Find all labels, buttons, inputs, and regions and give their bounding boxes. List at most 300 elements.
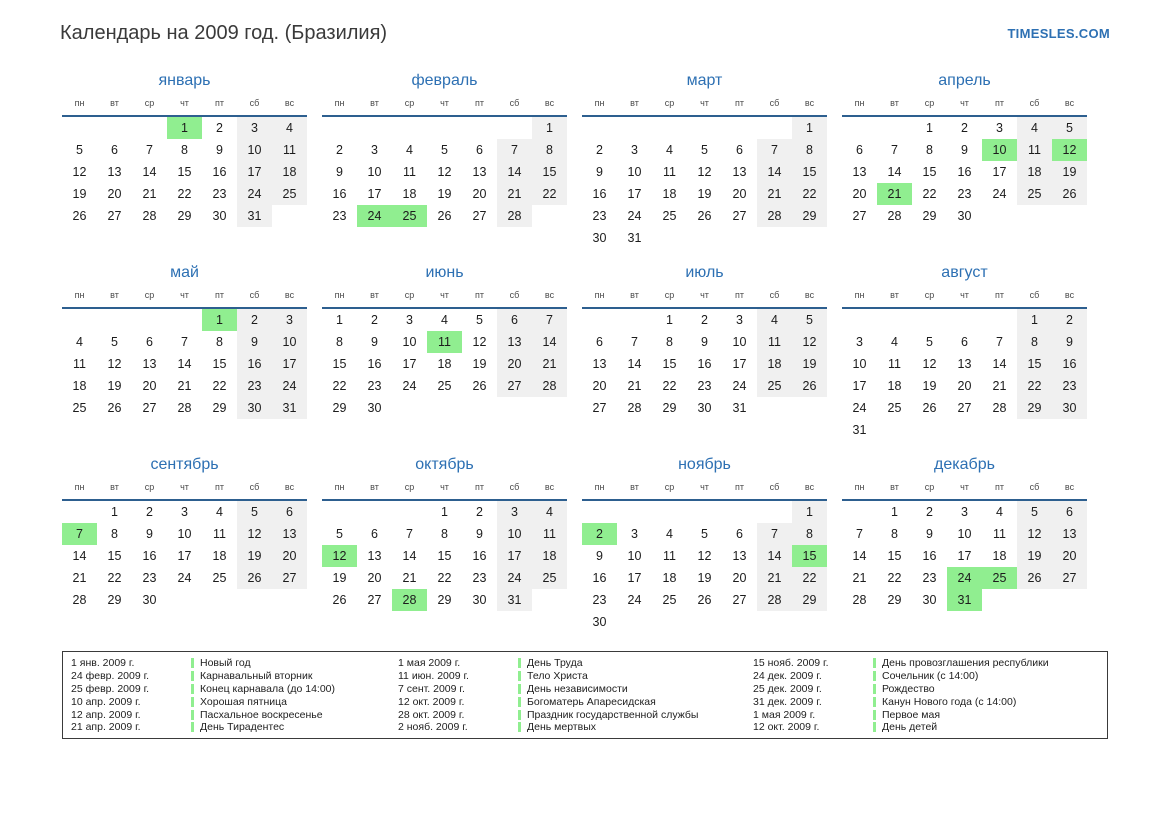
holiday-date: 15 нояб. 2009 г. <box>753 657 829 670</box>
day-cell: 14 <box>142 165 157 179</box>
day-cell: 28 <box>757 589 792 611</box>
holiday-name: Канун Нового года (с 14:00) <box>873 696 1016 708</box>
day-cell: 18 <box>437 357 452 371</box>
day-cell: 4 <box>1017 116 1052 139</box>
weekday-header: вт <box>630 482 639 492</box>
day-cell: 31 <box>272 397 307 419</box>
weekday-header: вс <box>804 482 815 492</box>
empty-cell <box>582 500 617 523</box>
page-title: Календарь на 2009 год. (Бразилия) <box>60 22 388 44</box>
holiday-marker-icon <box>191 684 194 694</box>
weekday-header: вс <box>1064 290 1075 300</box>
holiday-date: 7 сент. 2009 г. <box>398 682 465 695</box>
empty-cell <box>272 589 307 611</box>
holiday-date: 24 дек. 2009 г. <box>753 670 822 683</box>
day-cell: 13 <box>107 165 122 179</box>
day-cell: 14 <box>852 549 867 563</box>
day-cell: 17 <box>627 187 642 201</box>
day-cell: 7 <box>146 143 153 157</box>
month-10 <box>322 456 569 633</box>
empty-cell <box>462 397 497 419</box>
day-cell: 14 <box>402 549 417 563</box>
empty-cell <box>322 116 357 139</box>
day-cell: 6 <box>596 335 603 349</box>
day-cell: 18 <box>212 549 227 563</box>
month-6 <box>322 264 569 441</box>
holiday-name: Праздник государственной службы <box>518 709 698 721</box>
day-cell: 11 <box>272 139 307 161</box>
weekday-header: пт <box>995 290 1004 300</box>
day-cell: 30 <box>592 615 607 629</box>
weekday-header: пт <box>475 290 484 300</box>
day-cell: 28 <box>177 401 192 415</box>
day-cell: 22 <box>532 183 567 205</box>
day-cell: 31 <box>237 205 272 227</box>
day-cell: 18 <box>992 549 1007 563</box>
day-cell: 3 <box>961 505 968 519</box>
day-cell: 20 <box>732 187 747 201</box>
empty-cell <box>272 205 307 227</box>
holiday-marker-icon <box>873 658 876 668</box>
day-cell: 26 <box>437 209 452 223</box>
day-cell: 20 <box>497 353 532 375</box>
day-cell: 24 <box>237 183 272 205</box>
day-cell: 7 <box>631 335 638 349</box>
day-cell: 25 <box>662 209 677 223</box>
day-cell: 4 <box>441 313 448 327</box>
day-cell: 7 <box>406 527 413 541</box>
day-cell: 7 <box>497 139 532 161</box>
weekday-header: пт <box>995 98 1004 108</box>
day-cell: 8 <box>216 335 223 349</box>
day-cell: 2 <box>146 505 153 519</box>
month-12 <box>842 456 1089 633</box>
weekday-header: сб <box>249 98 260 108</box>
day-cell: 17 <box>957 549 972 563</box>
day-cell: 29 <box>887 593 902 607</box>
holiday-marker-icon <box>873 710 876 720</box>
day-cell: 11 <box>403 165 416 179</box>
day-cell: 26 <box>697 209 712 223</box>
empty-cell <box>532 589 567 611</box>
day-cell: 30 <box>592 231 607 245</box>
weekday-header: пт <box>475 98 484 108</box>
day-cell: 28 <box>887 209 902 223</box>
day-cell: 24 <box>627 593 642 607</box>
weekday-header: вт <box>370 290 379 300</box>
empty-cell <box>62 308 97 331</box>
day-cell: 16 <box>142 549 157 563</box>
day-cell: 3 <box>406 313 413 327</box>
weekday-header: пн <box>334 98 345 108</box>
day-cell: 25 <box>272 183 307 205</box>
holiday-name: Пасхальное воскресенье <box>191 709 323 721</box>
weekday-header: ср <box>664 290 675 300</box>
weekday-header: чт <box>960 290 969 300</box>
day-cell: 22 <box>107 571 122 585</box>
legend-item <box>71 721 398 734</box>
day-cell: 26 <box>107 401 122 415</box>
day-cell: 7 <box>532 308 567 331</box>
day-cell: 13 <box>957 357 972 371</box>
empty-cell <box>652 611 687 633</box>
day-cell: 25 <box>72 401 87 415</box>
day-cell: 28 <box>852 593 867 607</box>
empty-cell <box>532 205 567 227</box>
day-cell: 10 <box>402 335 417 349</box>
day-cell: 13 <box>472 165 487 179</box>
weekday-header: вс <box>804 98 815 108</box>
day-cell: 2 <box>582 523 617 545</box>
empty-cell <box>1052 589 1087 611</box>
day-cell: 12 <box>922 357 937 371</box>
month-grid <box>62 286 307 419</box>
holiday-name: День мертвых <box>518 721 596 733</box>
weekday-header: ср <box>144 98 155 108</box>
empty-cell <box>392 397 427 419</box>
day-cell: 21 <box>72 571 87 585</box>
day-cell: 20 <box>732 571 747 585</box>
empty-cell <box>842 116 877 139</box>
empty-cell <box>982 419 1017 441</box>
day-cell: 27 <box>272 567 307 589</box>
weekday-header: пт <box>735 290 744 300</box>
day-cell: 12 <box>792 331 827 353</box>
brand-link[interactable]: TIMESLES.COM <box>1007 26 1110 41</box>
day-cell: 9 <box>216 143 223 157</box>
day-cell: 15 <box>437 549 452 563</box>
weekday-header: пн <box>334 290 345 300</box>
day-cell: 12 <box>472 335 487 349</box>
day-cell: 30 <box>957 209 972 223</box>
weekday-header: ср <box>664 482 675 492</box>
weekday-header: чт <box>440 290 449 300</box>
day-cell: 26 <box>1017 567 1052 589</box>
day-cell: 17 <box>367 187 382 201</box>
day-cell: 8 <box>891 527 898 541</box>
empty-cell <box>687 116 722 139</box>
day-cell: 26 <box>697 593 712 607</box>
holiday-marker-icon <box>873 671 876 681</box>
day-cell: 3 <box>736 313 743 327</box>
day-cell: 19 <box>1052 161 1087 183</box>
day-cell: 9 <box>926 527 933 541</box>
weekday-header: чт <box>700 98 709 108</box>
day-cell: 27 <box>472 209 487 223</box>
weekday-header: вс <box>544 290 555 300</box>
legend-column <box>398 657 753 734</box>
day-cell: 16 <box>697 357 712 371</box>
day-cell: 24 <box>177 571 192 585</box>
empty-cell <box>132 308 167 331</box>
month-title: сентябрь <box>150 456 219 473</box>
empty-cell <box>652 227 687 249</box>
day-cell: 9 <box>336 165 343 179</box>
day-cell: 24 <box>732 379 747 393</box>
day-cell: 23 <box>922 571 937 585</box>
month-grid <box>582 286 827 419</box>
weekday-header: вт <box>630 290 639 300</box>
day-cell: 16 <box>212 165 227 179</box>
day-cell: 1 <box>532 116 567 139</box>
day-cell: 14 <box>497 161 532 183</box>
weekday-header: вс <box>284 290 295 300</box>
day-cell: 10 <box>272 331 307 353</box>
empty-cell <box>582 116 617 139</box>
day-cell: 16 <box>957 165 972 179</box>
month-7 <box>582 264 829 441</box>
day-cell: 12 <box>237 523 272 545</box>
holiday-date: 25 февр. 2009 г. <box>71 682 150 695</box>
day-cell: 30 <box>697 401 712 415</box>
weekday-header: вс <box>804 290 815 300</box>
day-cell: 27 <box>107 209 122 223</box>
weekday-header: вс <box>284 482 295 492</box>
day-cell: 4 <box>76 335 83 349</box>
holiday-date: 31 дек. 2009 г. <box>753 695 822 708</box>
holiday-name: Карнавальный вторник <box>191 670 312 682</box>
day-cell: 7 <box>856 527 863 541</box>
day-cell: 10 <box>732 335 747 349</box>
day-cell: 8 <box>792 139 827 161</box>
day-cell: 25 <box>757 375 792 397</box>
weekday-header: вт <box>890 290 899 300</box>
day-cell: 29 <box>662 401 677 415</box>
day-cell: 21 <box>992 379 1007 393</box>
day-cell: 4 <box>757 308 792 331</box>
day-cell: 30 <box>142 593 157 607</box>
weekday-header: сб <box>769 98 780 108</box>
day-cell: 15 <box>332 357 347 371</box>
empty-cell <box>392 116 427 139</box>
empty-cell <box>62 116 97 139</box>
holiday-name: День провозглашения республики <box>873 657 1049 669</box>
day-cell: 27 <box>142 401 157 415</box>
day-cell: 31 <box>947 589 982 611</box>
legend-item <box>753 683 1103 696</box>
month-title: ноябрь <box>678 456 731 473</box>
day-cell: 6 <box>736 143 743 157</box>
day-cell: 6 <box>371 527 378 541</box>
day-cell: 9 <box>596 165 603 179</box>
day-cell: 2 <box>701 313 708 327</box>
day-cell: 20 <box>957 379 972 393</box>
day-cell: 13 <box>732 549 747 563</box>
holiday-date: 12 окт. 2009 г. <box>398 695 465 708</box>
month-grid <box>842 478 1087 611</box>
day-cell: 14 <box>757 161 792 183</box>
weekday-header: пн <box>854 290 865 300</box>
month-title: апрель <box>938 72 991 89</box>
holiday-date: 10 апр. 2009 г. <box>71 695 141 708</box>
day-cell: 24 <box>627 209 642 223</box>
day-cell: 13 <box>142 357 157 371</box>
day-cell: 8 <box>926 143 933 157</box>
day-cell: 30 <box>472 593 487 607</box>
weekday-header: чт <box>440 482 449 492</box>
weekday-header: ср <box>404 482 415 492</box>
holiday-marker-icon <box>518 697 521 707</box>
empty-cell <box>202 589 237 611</box>
weekday-header: вт <box>110 482 119 492</box>
day-cell: 6 <box>856 143 863 157</box>
day-cell: 1 <box>666 313 673 327</box>
day-cell: 3 <box>856 335 863 349</box>
day-cell: 23 <box>212 187 227 201</box>
day-cell: 30 <box>367 401 382 415</box>
day-cell: 24 <box>402 379 417 393</box>
day-cell: 27 <box>592 401 607 415</box>
weekday-header: вс <box>284 98 295 108</box>
day-cell: 3 <box>631 143 638 157</box>
day-cell: 8 <box>532 139 567 161</box>
day-cell: 16 <box>472 549 487 563</box>
day-cell: 11 <box>532 523 567 545</box>
day-cell: 11 <box>73 357 86 371</box>
holiday-date: 24 февр. 2009 г. <box>71 670 150 683</box>
empty-cell <box>792 611 827 633</box>
day-cell: 29 <box>437 593 452 607</box>
day-cell: 16 <box>592 187 607 201</box>
empty-cell <box>617 116 652 139</box>
day-cell: 12 <box>1052 139 1087 161</box>
day-cell: 21 <box>877 183 912 205</box>
weekday-header: ср <box>664 98 675 108</box>
month-1 <box>62 72 309 249</box>
day-cell: 28 <box>627 401 642 415</box>
day-cell: 22 <box>792 567 827 589</box>
day-cell: 13 <box>852 165 867 179</box>
day-cell: 1 <box>111 505 118 519</box>
day-cell: 29 <box>177 209 192 223</box>
empty-cell <box>427 397 462 419</box>
day-cell: 9 <box>371 335 378 349</box>
weekday-header: сб <box>1029 482 1040 492</box>
day-cell: 10 <box>627 549 642 563</box>
holiday-date: 2 нояб. 2009 г. <box>398 721 468 734</box>
empty-cell <box>357 500 392 523</box>
day-cell: 26 <box>72 209 87 223</box>
weekday-header: пт <box>735 482 744 492</box>
day-cell: 11 <box>993 527 1006 541</box>
empty-cell <box>687 227 722 249</box>
empty-cell <box>757 611 792 633</box>
weekday-header: пн <box>594 482 605 492</box>
day-cell: 1 <box>167 116 202 139</box>
day-cell: 5 <box>111 335 118 349</box>
holiday-name: День Труда <box>518 657 583 669</box>
weekday-header: вт <box>110 290 119 300</box>
day-cell: 12 <box>1017 523 1052 545</box>
day-cell: 28 <box>757 205 792 227</box>
day-cell: 19 <box>332 571 347 585</box>
day-cell: 23 <box>957 187 972 201</box>
day-cell: 29 <box>1017 397 1052 419</box>
day-cell: 28 <box>532 375 567 397</box>
weekday-header: ср <box>404 290 415 300</box>
holiday-name: Богоматерь Апаресидская <box>518 696 656 708</box>
day-cell: 23 <box>367 379 382 393</box>
day-cell: 31 <box>627 231 642 245</box>
weekday-header: сб <box>769 290 780 300</box>
day-cell: 24 <box>992 187 1007 201</box>
day-cell: 3 <box>272 308 307 331</box>
weekday-header: чт <box>180 482 189 492</box>
day-cell: 9 <box>146 527 153 541</box>
weekday-header: пт <box>475 482 484 492</box>
day-cell: 22 <box>177 187 192 201</box>
holiday-name: День независимости <box>518 683 628 695</box>
holiday-marker-icon <box>191 697 194 707</box>
empty-cell <box>792 227 827 249</box>
day-cell: 7 <box>891 143 898 157</box>
day-cell: 2 <box>371 313 378 327</box>
day-cell: 12 <box>437 165 452 179</box>
legend-item <box>753 657 1103 670</box>
month-grid <box>62 478 307 611</box>
day-cell: 15 <box>1017 353 1052 375</box>
empty-cell <box>357 116 392 139</box>
day-cell: 27 <box>367 593 382 607</box>
empty-cell <box>617 611 652 633</box>
weekday-header: вт <box>370 98 379 108</box>
day-cell: 25 <box>392 205 427 227</box>
day-cell: 13 <box>272 523 307 545</box>
day-cell: 5 <box>336 527 343 541</box>
day-cell: 16 <box>332 187 347 201</box>
day-cell: 12 <box>72 165 87 179</box>
day-cell: 19 <box>107 379 122 393</box>
empty-cell <box>462 116 497 139</box>
day-cell: 23 <box>697 379 712 393</box>
holiday-date: 1 мая 2009 г. <box>753 708 816 721</box>
day-cell: 15 <box>212 357 227 371</box>
day-cell: 9 <box>961 143 968 157</box>
weekday-header: сб <box>509 290 520 300</box>
empty-cell <box>237 589 272 611</box>
month-title: июль <box>685 264 724 281</box>
day-cell: 18 <box>662 187 677 201</box>
day-cell: 11 <box>427 331 462 353</box>
month-title: январь <box>158 72 211 89</box>
day-cell: 22 <box>922 187 937 201</box>
months-grid <box>62 72 1089 633</box>
day-cell: 8 <box>1017 331 1052 353</box>
day-cell: 1 <box>792 116 827 139</box>
day-cell: 4 <box>216 505 223 519</box>
weekday-header: вс <box>544 98 555 108</box>
day-cell: 14 <box>177 357 192 371</box>
holiday-marker-icon <box>518 684 521 694</box>
day-cell: 28 <box>392 589 427 611</box>
month-9 <box>62 456 309 633</box>
month-grid <box>842 94 1087 227</box>
day-cell: 11 <box>1017 139 1052 161</box>
day-cell: 7 <box>757 139 792 161</box>
day-cell: 30 <box>1052 397 1087 419</box>
day-cell: 4 <box>272 116 307 139</box>
day-cell: 28 <box>72 593 87 607</box>
day-cell: 3 <box>497 500 532 523</box>
day-cell: 18 <box>757 353 792 375</box>
empty-cell <box>877 308 912 331</box>
day-cell: 23 <box>142 571 157 585</box>
day-cell: 5 <box>701 143 708 157</box>
month-grid <box>322 286 567 419</box>
day-cell: 2 <box>961 121 968 135</box>
month-4 <box>842 72 1089 249</box>
weekday-header: пн <box>74 98 85 108</box>
